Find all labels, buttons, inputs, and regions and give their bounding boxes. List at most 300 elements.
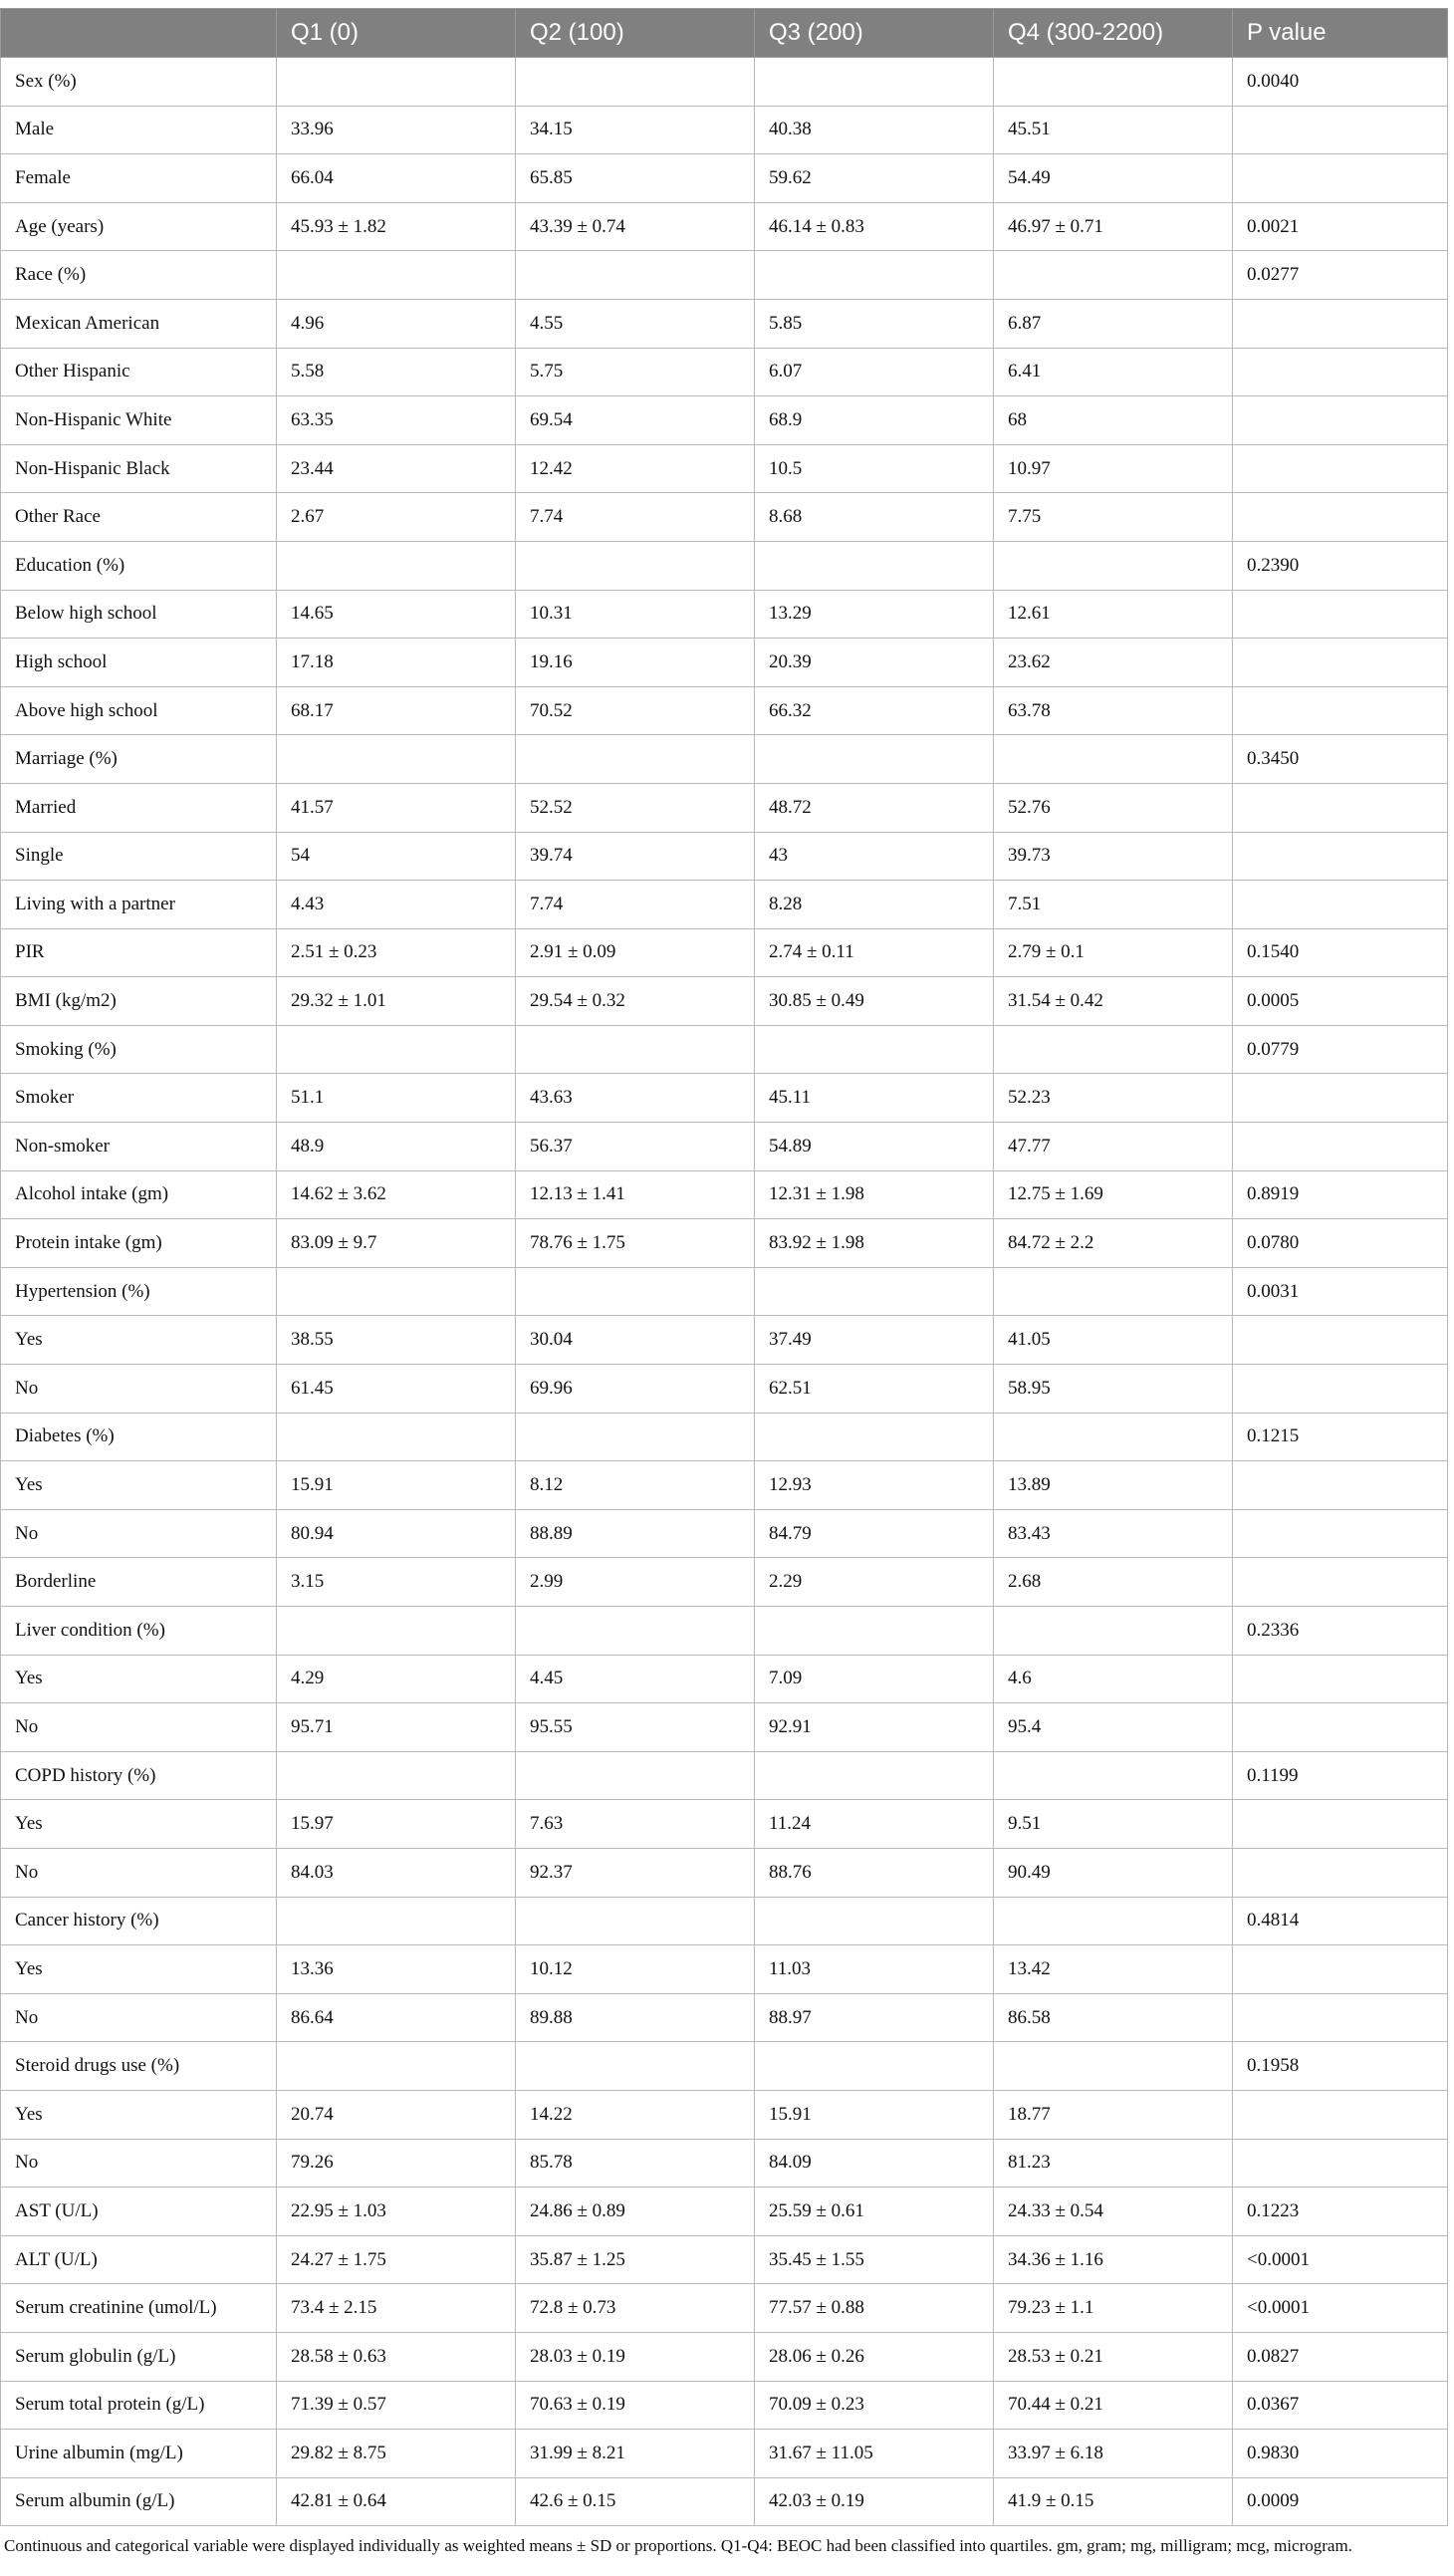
table-cell: 45.11 [755, 1074, 994, 1123]
table-cell: 48.9 [277, 1123, 516, 1171]
table-cell: 24.27 ± 1.75 [277, 2235, 516, 2284]
table-cell: 45.51 [994, 106, 1233, 154]
table-cell: 13.29 [755, 590, 994, 639]
table-cell: 10.12 [516, 1945, 755, 1994]
p-value-cell: <0.0001 [1233, 2235, 1448, 2284]
p-value-cell [1233, 106, 1448, 154]
row-label: AST (U/L) [1, 2188, 277, 2236]
row-label: Serum total protein (g/L) [1, 2381, 277, 2430]
table-cell: 95.4 [994, 1703, 1233, 1752]
table-cell: 5.75 [516, 348, 755, 396]
table-cell [994, 1607, 1233, 1656]
table-cell [277, 251, 516, 300]
p-value-cell: 0.3450 [1233, 735, 1448, 784]
p-value-cell: 0.4814 [1233, 1897, 1448, 1945]
table-cell: 41.57 [277, 783, 516, 832]
column-header [1, 9, 277, 58]
table-cell: 37.49 [755, 1316, 994, 1365]
table-row [1, 1993, 1448, 2042]
table-cell [755, 541, 994, 590]
p-value-cell [1233, 686, 1448, 735]
table-cell: 89.88 [516, 1993, 755, 2042]
table-cell: 2.29 [755, 1558, 994, 1607]
table-cell: 15.91 [755, 2090, 994, 2139]
table-cell: 52.23 [994, 1074, 1233, 1123]
table-cell: 20.74 [277, 2090, 516, 2139]
table-cell: 73.4 ± 2.15 [277, 2284, 516, 2333]
table-cell [516, 1607, 755, 1656]
table-cell: 35.87 ± 1.25 [516, 2235, 755, 2284]
table-cell: 8.12 [516, 1461, 755, 1510]
column-header: P value [1233, 9, 1448, 58]
table-cell: 23.44 [277, 444, 516, 493]
row-label: Steroid drugs use (%) [1, 2042, 277, 2091]
row-label: Non-Hispanic Black [1, 444, 277, 493]
table-cell: 61.45 [277, 1365, 516, 1414]
table-cell: 48.72 [755, 783, 994, 832]
table-row [1, 1267, 1448, 1316]
table-row [1, 590, 1448, 639]
row-label: High school [1, 639, 277, 687]
table-cell: 5.85 [755, 299, 994, 348]
row-label: Marriage (%) [1, 735, 277, 784]
table-cell: 24.33 ± 0.54 [994, 2188, 1233, 2236]
table-cell [755, 1025, 994, 1074]
table-row [1, 1170, 1448, 1219]
table-cell: 31.67 ± 11.05 [755, 2430, 994, 2478]
p-value-cell [1233, 783, 1448, 832]
table-row [1, 1703, 1448, 1752]
table-cell: 11.03 [755, 1945, 994, 1994]
p-value-cell [1233, 2139, 1448, 2188]
table-cell: 34.36 ± 1.16 [994, 2235, 1233, 2284]
p-value-cell [1233, 590, 1448, 639]
table-cell: 88.76 [755, 1848, 994, 1897]
table-cell [277, 1751, 516, 1800]
table-cell [277, 1267, 516, 1316]
table-cell: 31.99 ± 8.21 [516, 2430, 755, 2478]
table-row [1, 2284, 1448, 2333]
table-cell [994, 251, 1233, 300]
table-row [1, 1074, 1448, 1123]
row-label: ALT (U/L) [1, 2235, 277, 2284]
row-label: Education (%) [1, 541, 277, 590]
table-cell: 70.63 ± 0.19 [516, 2381, 755, 2430]
table-cell: 84.72 ± 2.2 [994, 1219, 1233, 1268]
column-header: Q1 (0) [277, 9, 516, 58]
p-value-cell: 0.0021 [1233, 202, 1448, 251]
table-cell: 2.79 ± 0.1 [994, 928, 1233, 977]
table-cell: 29.32 ± 1.01 [277, 977, 516, 1026]
table-cell: 7.63 [516, 1800, 755, 1849]
table-cell: 13.89 [994, 1461, 1233, 1510]
table-row [1, 541, 1448, 590]
column-header: Q4 (300-2200) [994, 9, 1233, 58]
table-cell: 15.91 [277, 1461, 516, 1510]
table-cell [516, 1267, 755, 1316]
table-body [1, 58, 1448, 2526]
table-row [1, 1897, 1448, 1945]
table-cell: 78.76 ± 1.75 [516, 1219, 755, 1268]
table-row [1, 1848, 1448, 1897]
table-cell: 69.96 [516, 1365, 755, 1414]
table-cell: 81.23 [994, 2139, 1233, 2188]
p-value-cell [1233, 348, 1448, 396]
table-cell [516, 251, 755, 300]
table-cell [755, 735, 994, 784]
table-row [1, 928, 1448, 977]
table-cell: 77.57 ± 0.88 [755, 2284, 994, 2333]
table-cell: 56.37 [516, 1123, 755, 1171]
table-row [1, 299, 1448, 348]
table-cell: 79.23 ± 1.1 [994, 2284, 1233, 2333]
table-cell: 58.95 [994, 1365, 1233, 1414]
table-cell: 39.73 [994, 832, 1233, 881]
table-cell: 84.09 [755, 2139, 994, 2188]
table-cell [277, 541, 516, 590]
table-cell: 25.59 ± 0.61 [755, 2188, 994, 2236]
table-cell [994, 1413, 1233, 1461]
row-label: Diabetes (%) [1, 1413, 277, 1461]
table-header [1, 9, 1448, 58]
table-row [1, 2381, 1448, 2430]
table-cell: 46.14 ± 0.83 [755, 202, 994, 251]
table-cell: 52.52 [516, 783, 755, 832]
table-cell [994, 1025, 1233, 1074]
table-cell: 12.93 [755, 1461, 994, 1510]
table-cell: 68.9 [755, 396, 994, 445]
table-cell: 4.29 [277, 1655, 516, 1703]
table-cell: 12.31 ± 1.98 [755, 1170, 994, 1219]
table-cell: 14.65 [277, 590, 516, 639]
table-cell: 66.04 [277, 154, 516, 203]
table-cell [516, 2042, 755, 2091]
table-cell: 42.6 ± 0.15 [516, 2477, 755, 2526]
table-cell: 43 [755, 832, 994, 881]
table-cell [516, 1413, 755, 1461]
table-row [1, 2188, 1448, 2236]
table-cell [755, 2042, 994, 2091]
row-label: Other Hispanic [1, 348, 277, 396]
table-cell: 66.32 [755, 686, 994, 735]
table-cell: 2.74 ± 0.11 [755, 928, 994, 977]
table-cell: 51.1 [277, 1074, 516, 1123]
table-row [1, 783, 1448, 832]
table-cell [755, 1751, 994, 1800]
row-label: Alcohol intake (gm) [1, 1170, 277, 1219]
table-cell: 14.62 ± 3.62 [277, 1170, 516, 1219]
row-label: Yes [1, 1945, 277, 1994]
row-label: Yes [1, 1800, 277, 1849]
table-row [1, 881, 1448, 929]
table-cell: 41.9 ± 0.15 [994, 2477, 1233, 2526]
table-cell: 43.39 ± 0.74 [516, 202, 755, 251]
table-row [1, 1655, 1448, 1703]
table-cell: 2.99 [516, 1558, 755, 1607]
table-cell: 4.55 [516, 299, 755, 348]
table-cell: 88.97 [755, 1993, 994, 2042]
table-cell [994, 541, 1233, 590]
table-cell: 86.58 [994, 1993, 1233, 2042]
table-cell: 3.15 [277, 1558, 516, 1607]
table-row [1, 2430, 1448, 2478]
p-value-cell [1233, 1800, 1448, 1849]
table-cell: 10.5 [755, 444, 994, 493]
table-row [1, 348, 1448, 396]
table-cell: 2.91 ± 0.09 [516, 928, 755, 977]
table-cell: 12.75 ± 1.69 [994, 1170, 1233, 1219]
table-cell: 9.51 [994, 1800, 1233, 1849]
table-cell: 65.85 [516, 154, 755, 203]
table-cell: 19.16 [516, 639, 755, 687]
row-label: No [1, 2139, 277, 2188]
table-cell: 2.67 [277, 493, 516, 542]
table-cell: 8.68 [755, 493, 994, 542]
table-cell [994, 1897, 1233, 1945]
table-row [1, 1025, 1448, 1074]
table-cell [994, 1751, 1233, 1800]
row-label: Mexican American [1, 299, 277, 348]
row-label: Married [1, 783, 277, 832]
table-row [1, 1800, 1448, 1849]
table-cell: 70.09 ± 0.23 [755, 2381, 994, 2430]
row-label: Smoker [1, 1074, 277, 1123]
table-cell: 30.85 ± 0.49 [755, 977, 994, 1026]
p-value-cell: 0.1199 [1233, 1751, 1448, 1800]
table-cell: 31.54 ± 0.42 [994, 977, 1233, 1026]
table-row [1, 832, 1448, 881]
p-value-cell [1233, 493, 1448, 542]
p-value-cell: 0.0277 [1233, 251, 1448, 300]
table-cell: 13.36 [277, 1945, 516, 1994]
table-cell: 79.26 [277, 2139, 516, 2188]
table-cell: 14.22 [516, 2090, 755, 2139]
table-cell: 33.97 ± 6.18 [994, 2430, 1233, 2478]
column-header: Q2 (100) [516, 9, 755, 58]
table-cell: 11.24 [755, 1800, 994, 1849]
table-cell [277, 2042, 516, 2091]
table-cell: 86.64 [277, 1993, 516, 2042]
table-row [1, 1461, 1448, 1510]
row-label: Yes [1, 2090, 277, 2139]
table-row [1, 2090, 1448, 2139]
p-value-cell [1233, 832, 1448, 881]
table-cell [516, 735, 755, 784]
p-value-cell [1233, 639, 1448, 687]
table-row [1, 1607, 1448, 1656]
row-label: Yes [1, 1316, 277, 1365]
table-cell: 83.92 ± 1.98 [755, 1219, 994, 1268]
table-cell: 15.97 [277, 1800, 516, 1849]
table-cell: 83.09 ± 9.7 [277, 1219, 516, 1268]
table-cell: 4.45 [516, 1655, 755, 1703]
p-value-cell [1233, 1365, 1448, 1414]
table-cell: 54 [277, 832, 516, 881]
table-cell: 2.51 ± 0.23 [277, 928, 516, 977]
table-cell: 69.54 [516, 396, 755, 445]
p-value-cell [1233, 1558, 1448, 1607]
table-cell: 52.76 [994, 783, 1233, 832]
table-cell: 35.45 ± 1.55 [755, 2235, 994, 2284]
row-label: PIR [1, 928, 277, 977]
table-cell [755, 58, 994, 107]
table-row [1, 1365, 1448, 1414]
p-value-cell [1233, 299, 1448, 348]
p-value-cell [1233, 1509, 1448, 1558]
row-label: Sex (%) [1, 58, 277, 107]
table-cell: 6.87 [994, 299, 1233, 348]
table-cell: 38.55 [277, 1316, 516, 1365]
column-header: Q3 (200) [755, 9, 994, 58]
table-cell: 24.86 ± 0.89 [516, 2188, 755, 2236]
table-cell: 10.31 [516, 590, 755, 639]
table-cell: 5.58 [277, 348, 516, 396]
table-row [1, 2477, 1448, 2526]
table-cell [755, 251, 994, 300]
table-cell [755, 1413, 994, 1461]
p-value-cell: 0.0827 [1233, 2332, 1448, 2381]
table-cell: 12.13 ± 1.41 [516, 1170, 755, 1219]
p-value-cell: 0.2390 [1233, 541, 1448, 590]
table-cell: 72.8 ± 0.73 [516, 2284, 755, 2333]
table-row [1, 1123, 1448, 1171]
table-cell: 46.97 ± 0.71 [994, 202, 1233, 251]
table-cell: 4.6 [994, 1655, 1233, 1703]
p-value-cell [1233, 2090, 1448, 2139]
table-cell: 28.58 ± 0.63 [277, 2332, 516, 2381]
table-cell: 90.49 [994, 1848, 1233, 1897]
table-row [1, 735, 1448, 784]
table-cell [516, 1751, 755, 1800]
p-value-cell [1233, 1461, 1448, 1510]
table-cell: 84.79 [755, 1509, 994, 1558]
table-cell [277, 735, 516, 784]
row-label: Protein intake (gm) [1, 1219, 277, 1268]
p-value-cell: 0.9830 [1233, 2430, 1448, 2478]
p-value-cell: 0.0040 [1233, 58, 1448, 107]
table-cell [755, 1607, 994, 1656]
row-label: Hypertension (%) [1, 1267, 277, 1316]
p-value-cell [1233, 881, 1448, 929]
p-value-cell: 0.0780 [1233, 1219, 1448, 1268]
row-label: Age (years) [1, 202, 277, 251]
table-cell: 68.17 [277, 686, 516, 735]
p-value-cell [1233, 396, 1448, 445]
table-cell: 12.61 [994, 590, 1233, 639]
row-label: Above high school [1, 686, 277, 735]
row-label: BMI (kg/m2) [1, 977, 277, 1026]
table-cell: 63.78 [994, 686, 1233, 735]
table-row [1, 1316, 1448, 1365]
row-label: No [1, 1703, 277, 1752]
table-cell [994, 1267, 1233, 1316]
table-cell: 33.96 [277, 106, 516, 154]
table-cell [516, 1897, 755, 1945]
table-cell: 47.77 [994, 1123, 1233, 1171]
p-value-cell: 0.0031 [1233, 1267, 1448, 1316]
table-cell [277, 1897, 516, 1945]
table-row [1, 1945, 1448, 1994]
row-label: Single [1, 832, 277, 881]
table-row [1, 2042, 1448, 2091]
row-label: No [1, 1993, 277, 2042]
table-cell [516, 541, 755, 590]
table-cell [277, 1413, 516, 1461]
data-table [0, 8, 1448, 2526]
row-label: Below high school [1, 590, 277, 639]
table-cell: 42.03 ± 0.19 [755, 2477, 994, 2526]
table-cell: 54.49 [994, 154, 1233, 203]
table-cell: 54.89 [755, 1123, 994, 1171]
row-label: Serum albumin (g/L) [1, 2477, 277, 2526]
table-cell: 83.43 [994, 1509, 1233, 1558]
table-cell: 20.39 [755, 639, 994, 687]
p-value-cell [1233, 444, 1448, 493]
table-cell: 7.75 [994, 493, 1233, 542]
table-cell: 6.07 [755, 348, 994, 396]
table-cell [994, 58, 1233, 107]
p-value-cell: 0.8919 [1233, 1170, 1448, 1219]
table-cell: 71.39 ± 0.57 [277, 2381, 516, 2430]
table-row [1, 396, 1448, 445]
table-row [1, 202, 1448, 251]
table-row [1, 106, 1448, 154]
table-cell: 23.62 [994, 639, 1233, 687]
row-label: No [1, 1848, 277, 1897]
p-value-cell [1233, 1703, 1448, 1752]
row-label: Liver condition (%) [1, 1607, 277, 1656]
table-cell: 12.42 [516, 444, 755, 493]
table-cell: 88.89 [516, 1509, 755, 1558]
table-cell: 6.41 [994, 348, 1233, 396]
table-cell: 63.35 [277, 396, 516, 445]
table-cell: 92.37 [516, 1848, 755, 1897]
table-row [1, 154, 1448, 203]
table-row [1, 1558, 1448, 1607]
table-row [1, 2139, 1448, 2188]
table-cell: 4.43 [277, 881, 516, 929]
table-cell [516, 1025, 755, 1074]
p-value-cell [1233, 1993, 1448, 2042]
table-cell: 29.54 ± 0.32 [516, 977, 755, 1026]
table-row [1, 639, 1448, 687]
table-row [1, 58, 1448, 107]
table-cell: 22.95 ± 1.03 [277, 2188, 516, 2236]
row-label: No [1, 1509, 277, 1558]
table-cell [277, 58, 516, 107]
table-cell: 7.74 [516, 881, 755, 929]
p-value-cell: 0.0367 [1233, 2381, 1448, 2430]
table-row [1, 1751, 1448, 1800]
table-cell: 7.51 [994, 881, 1233, 929]
p-value-cell: 0.1540 [1233, 928, 1448, 977]
row-label: Serum globulin (g/L) [1, 2332, 277, 2381]
table-cell: 59.62 [755, 154, 994, 203]
table-cell: 28.53 ± 0.21 [994, 2332, 1233, 2381]
table-row [1, 1509, 1448, 1558]
table-row [1, 251, 1448, 300]
table-row [1, 2332, 1448, 2381]
table-cell [516, 58, 755, 107]
table-footnote: Continuous and categorical variable were displayed individually as weighted means ± SD or proportions. Q1-Q4: BEOC had been classified into quartiles. gm, gram; mg, milligram; mcg, microgram. [4, 2536, 1352, 2555]
row-label: Borderline [1, 1558, 277, 1607]
row-label: Other Race [1, 493, 277, 542]
table-cell: 43.63 [516, 1074, 755, 1123]
table-cell: 39.74 [516, 832, 755, 881]
table-cell: 29.82 ± 8.75 [277, 2430, 516, 2478]
row-label: Yes [1, 1655, 277, 1703]
p-value-cell: <0.0001 [1233, 2284, 1448, 2333]
